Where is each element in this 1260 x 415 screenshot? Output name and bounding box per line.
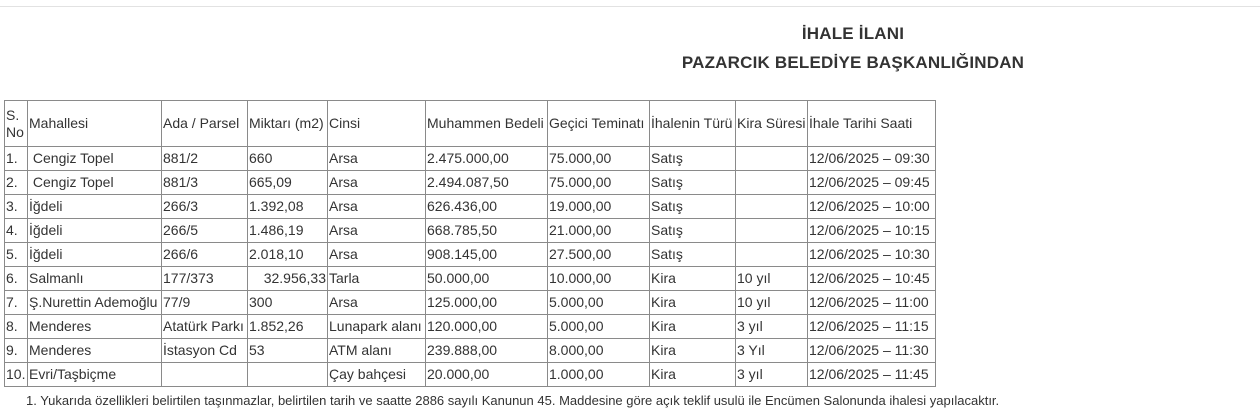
cell-ihale-turu: Satış <box>650 219 736 243</box>
cell-cinsi: Çay bahçesi <box>328 363 426 387</box>
cell-gecici-teminat: 21.000,00 <box>548 219 650 243</box>
cell-ada-parsel: İstasyon Cd <box>162 339 248 363</box>
cell-kira-suresi: 10 yıl <box>736 267 808 291</box>
cell-gecici-teminat: 75.000,00 <box>548 147 650 171</box>
header-cinsi: Cinsi <box>328 101 426 147</box>
cell-muhammen-bedel: 125.000,00 <box>426 291 548 315</box>
cell-no: 8. <box>5 315 28 339</box>
cell-ihale-tarihi: 12/06/2025 – 09:45 <box>808 171 936 195</box>
cell-ihale-turu: Kira <box>650 267 736 291</box>
footnote: 1. Yukarıda özellikleri belirtilen taşınmazlar, belirtilen tarih ve saatte 2886 sayılı Kanunun 45. Maddesine göre açık teklif usulü ile Encümen Salonunda ihalesi yapılacaktır. <box>26 393 1000 408</box>
cell-muhammen-bedel: 120.000,00 <box>426 315 548 339</box>
cell-ihale-tarihi: 12/06/2025 – 11:30 <box>808 339 936 363</box>
cell-ada-parsel: 266/3 <box>162 195 248 219</box>
cell-mahalle: Cengiz Topel <box>28 147 162 171</box>
cell-gecici-teminat: 1.000,00 <box>548 363 650 387</box>
cell-muhammen-bedel: 668.785,50 <box>426 219 548 243</box>
cell-ihale-turu: Satış <box>650 147 736 171</box>
cell-gecici-teminat: 8.000,00 <box>548 339 650 363</box>
cell-mahalle: Menderes <box>28 315 162 339</box>
cell-kira-suresi: 3 yıl <box>736 363 808 387</box>
cell-ihale-tarihi: 12/06/2025 – 10:15 <box>808 219 936 243</box>
header-ada-parsel: Ada / Parsel <box>162 101 248 147</box>
cell-ihale-tarihi: 12/06/2025 – 11:00 <box>808 291 936 315</box>
cell-no: 5. <box>5 243 28 267</box>
cell-muhammen-bedel: 2.475.000,00 <box>426 147 548 171</box>
header-muhammen-bedel: Muhammen Bedeli <box>426 101 548 147</box>
table-row <box>5 195 936 219</box>
cell-ihale-turu: Satış <box>650 243 736 267</box>
table-row <box>5 315 936 339</box>
cell-muhammen-bedel: 50.000,00 <box>426 267 548 291</box>
cell-ada-parsel: 881/2 <box>162 147 248 171</box>
cell-muhammen-bedel: 626.436,00 <box>426 195 548 219</box>
cell-gecici-teminat: 75.000,00 <box>548 171 650 195</box>
cell-ihale-turu: Kira <box>650 339 736 363</box>
tender-table-body <box>5 101 936 387</box>
cell-mahalle: İğdeli <box>28 243 162 267</box>
cell-gecici-teminat: 5.000,00 <box>548 315 650 339</box>
cell-miktar: 1.852,26 <box>248 315 328 339</box>
cell-kira-suresi <box>736 171 808 195</box>
table-row <box>5 243 936 267</box>
cell-gecici-teminat: 10.000,00 <box>548 267 650 291</box>
header-kira-suresi: Kira Süresi <box>736 101 808 147</box>
table-header-row <box>5 101 936 147</box>
cell-miktar: 53 <box>248 339 328 363</box>
table-row <box>5 267 936 291</box>
cell-cinsi: Lunapark alanı <box>328 315 426 339</box>
cell-mahalle: İğdeli <box>28 195 162 219</box>
cell-ihale-turu: Satış <box>650 171 736 195</box>
cell-miktar: 665,09 <box>248 171 328 195</box>
cell-miktar: 32.956,33 <box>248 267 328 291</box>
cell-ada-parsel <box>162 363 248 387</box>
cell-no: 10. <box>5 363 28 387</box>
table-row <box>5 219 936 243</box>
cell-ihale-turu: Kira <box>650 291 736 315</box>
cell-no: 7. <box>5 291 28 315</box>
cell-ihale-turu: Satış <box>650 195 736 219</box>
table-row <box>5 291 936 315</box>
cell-no: 1. <box>5 147 28 171</box>
tender-table <box>4 100 936 387</box>
top-divider <box>0 6 1260 7</box>
cell-ada-parsel: 266/6 <box>162 243 248 267</box>
cell-kira-suresi <box>736 195 808 219</box>
cell-ihale-turu: Kira <box>650 363 736 387</box>
cell-cinsi: Arsa <box>328 291 426 315</box>
cell-ihale-turu: Kira <box>650 315 736 339</box>
cell-mahalle: Cengiz Topel <box>28 171 162 195</box>
cell-ihale-tarihi: 12/06/2025 – 10:30 <box>808 243 936 267</box>
cell-ada-parsel: 881/3 <box>162 171 248 195</box>
cell-kira-suresi: 10 yıl <box>736 291 808 315</box>
header-ihale-tarihi: İhale Tarihi Saati <box>808 101 936 147</box>
cell-cinsi: Arsa <box>328 243 426 267</box>
table-row <box>5 171 936 195</box>
cell-no: 6. <box>5 267 28 291</box>
cell-miktar: 1.486,19 <box>248 219 328 243</box>
cell-gecici-teminat: 19.000,00 <box>548 195 650 219</box>
table-row <box>5 339 936 363</box>
cell-muhammen-bedel: 20.000,00 <box>426 363 548 387</box>
cell-muhammen-bedel: 908.145,00 <box>426 243 548 267</box>
header-ihale-turu: İhalenin Türü <box>650 101 736 147</box>
cell-mahalle: İğdeli <box>28 219 162 243</box>
cell-ihale-tarihi: 12/06/2025 – 09:30 <box>808 147 936 171</box>
cell-mahalle: Ş.Nurettin Ademoğlu <box>28 291 162 315</box>
header-mahalle: Mahallesi <box>28 101 162 147</box>
cell-cinsi: ATM alanı <box>328 339 426 363</box>
table-row <box>5 363 936 387</box>
cell-ihale-tarihi: 12/06/2025 – 11:15 <box>808 315 936 339</box>
cell-kira-suresi: 3 Yıl <box>736 339 808 363</box>
cell-no: 9. <box>5 339 28 363</box>
header-miktar: Miktarı (m2) <box>248 101 328 147</box>
header-gecici-teminat: Geçici Teminatı <box>548 101 650 147</box>
cell-miktar: 660 <box>248 147 328 171</box>
cell-ada-parsel: 266/5 <box>162 219 248 243</box>
cell-cinsi: Arsa <box>328 219 426 243</box>
cell-kira-suresi <box>736 243 808 267</box>
page-subtitle: PAZARCIK BELEDİYE BAŞKANLIĞINDAN <box>681 53 1025 72</box>
cell-mahalle: Salmanlı <box>28 267 162 291</box>
cell-miktar: 300 <box>248 291 328 315</box>
page-title: İHALE İLANI <box>801 24 905 43</box>
cell-ihale-tarihi: 12/06/2025 – 10:00 <box>808 195 936 219</box>
cell-miktar: 2.018,10 <box>248 243 328 267</box>
cell-kira-suresi: 3 yıl <box>736 315 808 339</box>
cell-muhammen-bedel: 239.888,00 <box>426 339 548 363</box>
cell-ihale-tarihi: 12/06/2025 – 11:45 <box>808 363 936 387</box>
cell-ada-parsel: Atatürk Parkı <box>162 315 248 339</box>
cell-cinsi: Arsa <box>328 171 426 195</box>
cell-miktar: 1.392,08 <box>248 195 328 219</box>
cell-gecici-teminat: 27.500,00 <box>548 243 650 267</box>
cell-mahalle: Menderes <box>28 339 162 363</box>
cell-ada-parsel: 177/373 <box>162 267 248 291</box>
cell-muhammen-bedel: 2.494.087,50 <box>426 171 548 195</box>
cell-mahalle: Evri/Taşbiçme <box>28 363 162 387</box>
cell-ada-parsel: 77/9 <box>162 291 248 315</box>
cell-kira-suresi <box>736 147 808 171</box>
cell-cinsi: Arsa <box>328 195 426 219</box>
cell-kira-suresi <box>736 219 808 243</box>
cell-no: 2. <box>5 171 28 195</box>
cell-cinsi: Arsa <box>328 147 426 171</box>
header-no: S. No <box>5 101 28 147</box>
cell-miktar <box>248 363 328 387</box>
cell-gecici-teminat: 5.000,00 <box>548 291 650 315</box>
cell-cinsi: Tarla <box>328 267 426 291</box>
cell-no: 4. <box>5 219 28 243</box>
cell-ihale-tarihi: 12/06/2025 – 10:45 <box>808 267 936 291</box>
table-row <box>5 147 936 171</box>
cell-no: 3. <box>5 195 28 219</box>
